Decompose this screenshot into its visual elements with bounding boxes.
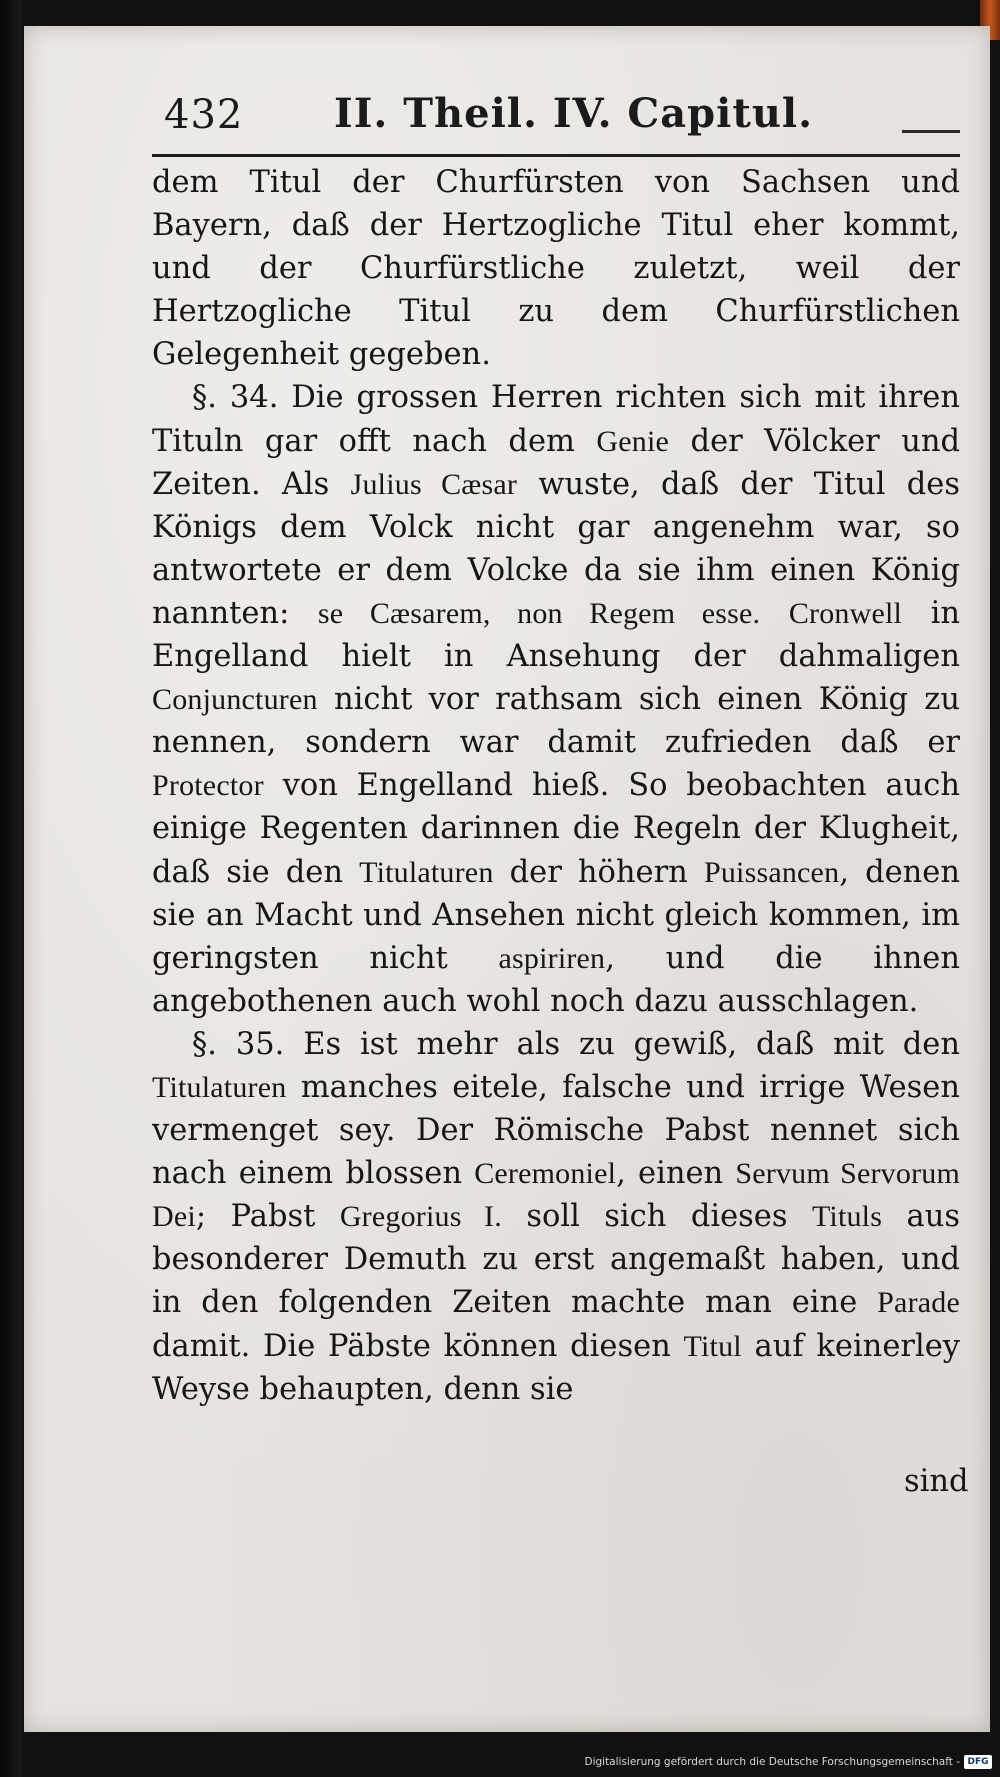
book-spine — [0, 0, 22, 1777]
text-run: auf keinerley Weyse behaupten, denn sie — [152, 1328, 960, 1407]
paragraph-section-34 — [152, 376, 960, 1022]
latin-term: Titulaturen — [152, 1070, 287, 1104]
text-run: der höhern — [493, 854, 704, 890]
latin-term: Conjuncturen — [152, 683, 318, 717]
page-number: 432 — [164, 92, 244, 138]
body-text — [152, 161, 960, 1411]
header-dash — [902, 130, 960, 133]
latin-term: Tituls — [811, 1200, 883, 1234]
latin-term: Ceremoniel — [474, 1157, 617, 1191]
digitization-credit: Digitalisierung gefördert durch die Deutsche Forschungsgemeinschaft - — [584, 1756, 960, 1768]
text-run: aus besonderer Demuth zu erst angemaßt haben, und in den folgenden Zeiten machte man eine — [152, 1199, 960, 1321]
text-run: nicht vor rathsam sich einen König zu nennen, sondern war damit zufrieden daß er — [152, 682, 960, 761]
text-run: von Engelland hieß. So beobachten auch einige Regenten darinnen die Regeln der Klugheit, daß sie den — [152, 768, 960, 890]
text-run: der Völcker und Zeiten. Als — [152, 423, 960, 502]
header-rule — [152, 154, 960, 157]
text-run: manches eitele, falsche und irrige Wesen vermenget sey. Der Römische Pabst nennet sich nach einem blossen — [152, 1069, 960, 1192]
page-header — [134, 74, 974, 144]
latin-term: Gregorius I. — [339, 1200, 502, 1234]
text-run: , und die ihnen angebothenen auch wohl noch dazu ausschlagen. — [152, 940, 960, 1019]
text-run: ; Pabst — [195, 1199, 340, 1235]
latin-term: aspiriren — [498, 941, 606, 975]
dfg-logo-icon: DFG — [964, 1755, 992, 1769]
footer-bar — [0, 1752, 1000, 1777]
text-run: , einen — [616, 1156, 736, 1192]
latin-term: Genie — [596, 424, 670, 458]
latin-term: Puissancen — [703, 855, 840, 889]
text-run: in Engelland hielt in Ansehung der dahmaligen — [152, 595, 961, 675]
paragraph-section-35 — [152, 1023, 960, 1411]
running-head: II. Theil. IV. Capitul. — [334, 90, 814, 137]
text-run: soll sich dieses — [501, 1199, 812, 1235]
text-run: dem Titul der Churfürsten von Sachsen und Bayern, daß der Hertzogliche Titul eher kommt, und der Churfürstliche zuletzt, weil der Hertzogliche Titul zu dem Churfürstlichen Gelegenheit gegeben. — [152, 165, 960, 373]
latin-term: Servum Servorum Dei — [152, 1157, 960, 1234]
latin-term: Titulaturen — [359, 855, 494, 889]
book-page — [24, 26, 990, 1732]
latin-quote: se Cæsarem, non Regem esse. — [317, 596, 761, 630]
catchword: sind — [904, 1464, 969, 1499]
text-run: §. 34. Die grossen Herren richten sich mit ihren Tituln gar offt nach dem — [152, 380, 960, 459]
text-run: , denen sie an Macht und Ansehen nicht gleich kommen, im geringsten nicht — [152, 854, 960, 976]
text-run: wuste, daß der Titul des Königs dem Volck nicht gar angenehm war, so antwortete er dem Volcke da sie ihm einen König nannten: — [152, 466, 960, 631]
latin-term: Titul — [683, 1329, 742, 1363]
text-run — [760, 596, 789, 631]
paragraph-continuation — [152, 161, 960, 376]
latin-term: Protector — [152, 769, 264, 803]
text-run: damit. Die Päbste können diesen — [152, 1328, 684, 1364]
latin-term: Cronwell — [788, 596, 903, 630]
text-run: §. 35. Es ist mehr als zu gewiß, daß mit den — [192, 1026, 960, 1062]
latin-term: Julius Cæsar — [350, 467, 518, 501]
latin-term: Parade — [877, 1286, 960, 1320]
